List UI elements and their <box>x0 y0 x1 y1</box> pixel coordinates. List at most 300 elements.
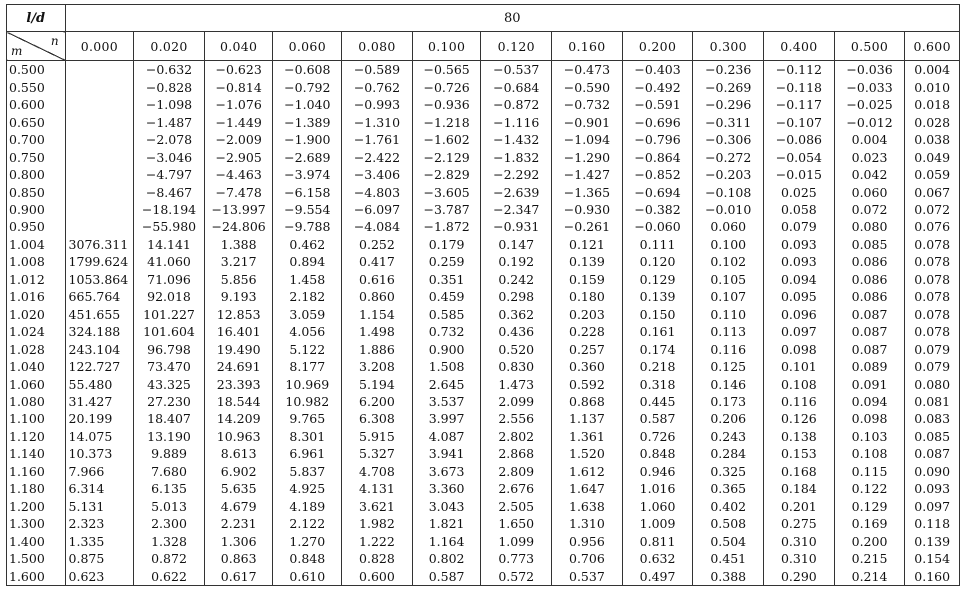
table-cell: 8.613 <box>204 445 273 462</box>
table-cell: 3076.311 <box>65 236 134 253</box>
table-cell: 0.773 <box>481 550 552 567</box>
table-cell: 0.108 <box>834 445 905 462</box>
table-row <box>7 201 960 218</box>
table-cell: 0.093 <box>764 236 835 253</box>
table-cell: −0.269 <box>693 79 764 96</box>
table-cell: 0.042 <box>834 166 905 183</box>
table-cell: 0.537 <box>552 567 623 585</box>
table-cell: 1.335 <box>65 532 134 549</box>
table-cell: −0.696 <box>622 114 693 131</box>
table-cell: −3.974 <box>273 166 342 183</box>
table-cell: 0.116 <box>693 340 764 357</box>
table-cell <box>65 166 134 183</box>
table-cell: 8.177 <box>273 358 342 375</box>
table-cell: 0.129 <box>622 271 693 288</box>
table-cell: 0.078 <box>905 253 960 270</box>
table-cell: −0.589 <box>342 61 413 79</box>
table-cell: 0.875 <box>65 550 134 567</box>
table-cell: −18.194 <box>134 201 205 218</box>
column-header-n: 0.300 <box>693 32 764 61</box>
table-cell: 0.078 <box>905 323 960 340</box>
table-cell: 0.259 <box>412 253 481 270</box>
table-cell: 0.203 <box>552 306 623 323</box>
table-cell: −0.796 <box>622 131 693 148</box>
table-cell: −1.365 <box>552 183 623 200</box>
table-cell: 0.146 <box>693 375 764 392</box>
table-row <box>7 306 960 323</box>
table-cell: 0.147 <box>481 236 552 253</box>
table-cell: 0.059 <box>905 166 960 183</box>
table-cell: 24.691 <box>204 358 273 375</box>
table-cell: 0.497 <box>622 567 693 585</box>
table-cell: 6.961 <box>273 445 342 462</box>
table-cell: −0.311 <box>693 114 764 131</box>
table-cell: 0.159 <box>552 271 623 288</box>
table-cell: 324.188 <box>65 323 134 340</box>
row-label-m: 1.020 <box>7 306 66 323</box>
table-cell: −2.905 <box>204 148 273 165</box>
table-cell: −8.467 <box>134 183 205 200</box>
table-cell: 0.617 <box>204 567 273 585</box>
table-cell: 0.180 <box>552 288 623 305</box>
table-cell: 0.200 <box>834 532 905 549</box>
table-cell: 0.811 <box>622 532 693 549</box>
table-cell: −0.086 <box>764 131 835 148</box>
column-header-n: 0.080 <box>342 32 413 61</box>
table-cell: −0.272 <box>693 148 764 165</box>
table-cell: 0.726 <box>622 428 693 445</box>
table-row <box>7 79 960 96</box>
table-cell: −4.803 <box>342 183 413 200</box>
column-header-n: 0.100 <box>412 32 481 61</box>
table-cell: 0.830 <box>481 358 552 375</box>
table-row <box>7 96 960 113</box>
table-cell: 0.101 <box>764 358 835 375</box>
table-cell: −0.726 <box>412 79 481 96</box>
table-cell: 0.184 <box>764 480 835 497</box>
table-cell: −0.732 <box>552 96 623 113</box>
table-row <box>7 498 960 515</box>
table-cell: 5.837 <box>273 463 342 480</box>
table-cell: 0.360 <box>552 358 623 375</box>
table-cell: 0.004 <box>834 131 905 148</box>
table-cell: 1.982 <box>342 515 413 532</box>
table-cell: 3.941 <box>412 445 481 462</box>
table-cell: 0.038 <box>905 131 960 148</box>
table-cell <box>65 96 134 113</box>
table-cell: 0.111 <box>622 236 693 253</box>
table-row <box>7 218 960 235</box>
table-cell: 0.121 <box>552 236 623 253</box>
row-label-m: 0.600 <box>7 96 66 113</box>
table-row <box>7 375 960 392</box>
table-cell: −1.487 <box>134 114 205 131</box>
table-cell: 1.270 <box>273 532 342 549</box>
table-cell: 0.087 <box>834 323 905 340</box>
table-cell <box>65 61 134 79</box>
table-cell: 3.059 <box>273 306 342 323</box>
table-cell: 13.190 <box>134 428 205 445</box>
table-cell: 0.160 <box>905 567 960 585</box>
table-cell: 0.097 <box>764 323 835 340</box>
table-cell: −2.129 <box>412 148 481 165</box>
table-row <box>7 114 960 131</box>
table-cell: 4.056 <box>273 323 342 340</box>
table-cell: −0.015 <box>764 166 835 183</box>
table-cell: 0.365 <box>693 480 764 497</box>
table-cell: −2.689 <box>273 148 342 165</box>
table-cell: 0.010 <box>905 79 960 96</box>
table-cell: 0.087 <box>834 306 905 323</box>
table-cell: −3.046 <box>134 148 205 165</box>
table-cell: 10.373 <box>65 445 134 462</box>
table-cell: 12.853 <box>204 306 273 323</box>
table-cell: −2.422 <box>342 148 413 165</box>
table-cell: 0.218 <box>622 358 693 375</box>
table-cell: 0.086 <box>834 271 905 288</box>
table-cell: −0.382 <box>622 201 693 218</box>
table-cell: 0.174 <box>622 340 693 357</box>
table-cell: −0.684 <box>481 79 552 96</box>
table-row <box>7 61 960 79</box>
column-header-n: 0.200 <box>622 32 693 61</box>
table-cell: −2.829 <box>412 166 481 183</box>
table-cell: 0.118 <box>905 515 960 532</box>
table-cell: 1.612 <box>552 463 623 480</box>
row-label-m: 1.040 <box>7 358 66 375</box>
ld-value: 80 <box>65 5 959 32</box>
table-cell: −0.901 <box>552 114 623 131</box>
table-cell: 0.091 <box>834 375 905 392</box>
table-row <box>7 166 960 183</box>
table-cell: 1.458 <box>273 271 342 288</box>
table-cell: −0.107 <box>764 114 835 131</box>
table-cell: 6.200 <box>342 393 413 410</box>
table-cell: 0.298 <box>481 288 552 305</box>
table-cell: 0.126 <box>764 410 835 427</box>
table-cell: −0.591 <box>622 96 693 113</box>
table-cell: 122.727 <box>65 358 134 375</box>
table-cell: −0.537 <box>481 61 552 79</box>
table-row <box>7 183 960 200</box>
header-row-n <box>7 32 960 61</box>
table-cell: 0.095 <box>764 288 835 305</box>
table-cell: 0.242 <box>481 271 552 288</box>
table-cell: 43.325 <box>134 375 205 392</box>
table-cell: 0.572 <box>481 567 552 585</box>
table-cell: 0.078 <box>905 288 960 305</box>
row-label-m: 1.008 <box>7 253 66 270</box>
n-label: n <box>50 34 59 48</box>
row-label-m: 1.600 <box>7 567 66 585</box>
table-cell: 18.544 <box>204 393 273 410</box>
table-cell: 0.058 <box>764 201 835 218</box>
table-row <box>7 515 960 532</box>
row-label-m: 1.060 <box>7 375 66 392</box>
row-label-m: 1.400 <box>7 532 66 549</box>
table-cell: 0.417 <box>342 253 413 270</box>
table-cell: 9.765 <box>273 410 342 427</box>
table-cell: −13.997 <box>204 201 273 218</box>
column-header-n: 0.160 <box>552 32 623 61</box>
table-cell: −0.694 <box>622 183 693 200</box>
table-row <box>7 148 960 165</box>
table-cell: 0.086 <box>834 288 905 305</box>
table-cell: 0.445 <box>622 393 693 410</box>
ld-label: l/d <box>7 5 66 32</box>
table-row <box>7 480 960 497</box>
table-cell: −7.478 <box>204 183 273 200</box>
table-cell: −0.033 <box>834 79 905 96</box>
column-header-n: 0.020 <box>134 32 205 61</box>
table-cell: 0.089 <box>834 358 905 375</box>
table-cell: 0.018 <box>905 96 960 113</box>
table-cell: 2.182 <box>273 288 342 305</box>
row-label-m: 1.080 <box>7 393 66 410</box>
table-cell: 0.139 <box>905 532 960 549</box>
table-cell: 0.080 <box>834 218 905 235</box>
header-row-ld <box>7 5 960 32</box>
table-cell: 23.393 <box>204 375 273 392</box>
table-cell: 4.189 <box>273 498 342 515</box>
table-cell: 1.222 <box>342 532 413 549</box>
table-cell: 2.676 <box>481 480 552 497</box>
table-cell: −0.492 <box>622 79 693 96</box>
table-cell: 0.616 <box>342 271 413 288</box>
table-cell: 0.623 <box>65 567 134 585</box>
table-cell: 0.085 <box>834 236 905 253</box>
table-cell: −9.554 <box>273 201 342 218</box>
table-cell: 0.115 <box>834 463 905 480</box>
row-label-m: 0.550 <box>7 79 66 96</box>
table-cell: 0.802 <box>412 550 481 567</box>
table-cell: 0.600 <box>342 567 413 585</box>
row-label-m: 1.004 <box>7 236 66 253</box>
table-cell: 5.915 <box>342 428 413 445</box>
table-cell: 1.164 <box>412 532 481 549</box>
table-cell: 0.290 <box>764 567 835 585</box>
table-cell: 6.902 <box>204 463 273 480</box>
table-cell: 0.139 <box>552 253 623 270</box>
table-cell: 0.098 <box>764 340 835 357</box>
table-cell: 0.585 <box>412 306 481 323</box>
table-cell: 0.096 <box>764 306 835 323</box>
table-cell: −1.098 <box>134 96 205 113</box>
table-cell: 0.083 <box>905 410 960 427</box>
table-cell: −1.290 <box>552 148 623 165</box>
table-cell: 2.323 <box>65 515 134 532</box>
table-body <box>7 61 960 586</box>
table-cell <box>65 201 134 218</box>
table-cell: 0.097 <box>905 498 960 515</box>
table-cell: 0.622 <box>134 567 205 585</box>
table-cell: 0.150 <box>622 306 693 323</box>
table-cell: −2.639 <box>481 183 552 200</box>
table-cell: 0.087 <box>905 445 960 462</box>
table-cell: 0.587 <box>622 410 693 427</box>
table-row <box>7 445 960 462</box>
table-cell: 2.802 <box>481 428 552 445</box>
table-cell: 0.105 <box>693 271 764 288</box>
table-cell: 1.650 <box>481 515 552 532</box>
table-cell <box>65 148 134 165</box>
table-cell: 1.154 <box>342 306 413 323</box>
table-cell: 2.231 <box>204 515 273 532</box>
table-cell: 4.925 <box>273 480 342 497</box>
table-cell: 0.587 <box>412 567 481 585</box>
table-row <box>7 532 960 549</box>
table-cell: 0.592 <box>552 375 623 392</box>
table-cell: 10.969 <box>273 375 342 392</box>
column-header-n: 0.500 <box>834 32 905 61</box>
table-cell: 0.139 <box>622 288 693 305</box>
table-cell: 0.154 <box>905 550 960 567</box>
table-cell: 0.108 <box>764 375 835 392</box>
table-cell: 0.868 <box>552 393 623 410</box>
table-cell: −1.094 <box>552 131 623 148</box>
table-cell: 0.078 <box>905 306 960 323</box>
table-cell: 0.894 <box>273 253 342 270</box>
table-row <box>7 131 960 148</box>
table-cell: −0.565 <box>412 61 481 79</box>
table-cell: −0.296 <box>693 96 764 113</box>
table-cell <box>65 131 134 148</box>
table-cell: 0.956 <box>552 532 623 549</box>
table-cell: 0.459 <box>412 288 481 305</box>
table-cell: 1.388 <box>204 236 273 253</box>
table-cell: −0.203 <box>693 166 764 183</box>
table-cell: 0.085 <box>905 428 960 445</box>
table-cell: 4.708 <box>342 463 413 480</box>
table-cell: 5.194 <box>342 375 413 392</box>
table-cell: 4.679 <box>204 498 273 515</box>
table-cell: −0.036 <box>834 61 905 79</box>
column-header-n: 0.600 <box>905 32 960 61</box>
row-label-m: 0.900 <box>7 201 66 218</box>
table-cell: 55.480 <box>65 375 134 392</box>
table-cell: 14.075 <box>65 428 134 445</box>
table-cell: 0.060 <box>834 183 905 200</box>
table-cell: 0.120 <box>622 253 693 270</box>
table-cell: 0.023 <box>834 148 905 165</box>
table-cell: 0.081 <box>905 393 960 410</box>
table-cell: 0.025 <box>764 183 835 200</box>
row-label-m: 1.028 <box>7 340 66 357</box>
table-cell: 0.107 <box>693 288 764 305</box>
table-cell: −1.040 <box>273 96 342 113</box>
table-cell: 0.520 <box>481 340 552 357</box>
table-row <box>7 340 960 357</box>
table-cell: 0.214 <box>834 567 905 585</box>
column-header-n: 0.040 <box>204 32 273 61</box>
table-cell: 2.556 <box>481 410 552 427</box>
table-cell: 5.131 <box>65 498 134 515</box>
table-cell: −0.118 <box>764 79 835 96</box>
row-label-m: 0.950 <box>7 218 66 235</box>
table-cell: 0.257 <box>552 340 623 357</box>
table-cell: 1.310 <box>552 515 623 532</box>
table-cell: 0.090 <box>905 463 960 480</box>
row-label-m: 1.180 <box>7 480 66 497</box>
table-cell: 0.228 <box>552 323 623 340</box>
table-cell: 9.193 <box>204 288 273 305</box>
table-row <box>7 410 960 427</box>
table-cell: −1.872 <box>412 218 481 235</box>
table-cell: 5.327 <box>342 445 413 462</box>
table-cell: 0.860 <box>342 288 413 305</box>
table-cell: −0.261 <box>552 218 623 235</box>
table-cell: 1.306 <box>204 532 273 549</box>
table-row <box>7 567 960 585</box>
table-cell: −6.158 <box>273 183 342 200</box>
table-cell: 0.028 <box>905 114 960 131</box>
column-header-n: 0.000 <box>65 32 134 61</box>
table-cell: 92.018 <box>134 288 205 305</box>
table-cell: 4.131 <box>342 480 413 497</box>
row-label-m: 1.200 <box>7 498 66 515</box>
table-cell <box>65 79 134 96</box>
table-cell: 0.049 <box>905 148 960 165</box>
table-cell: 10.963 <box>204 428 273 445</box>
table-cell: −3.406 <box>342 166 413 183</box>
table-cell: 0.388 <box>693 567 764 585</box>
table-cell: 0.206 <box>693 410 764 427</box>
table-cell: 6.135 <box>134 480 205 497</box>
table-cell: −0.025 <box>834 96 905 113</box>
table-cell: 0.086 <box>834 253 905 270</box>
table-cell: 1.328 <box>134 532 205 549</box>
table-cell: 0.402 <box>693 498 764 515</box>
table-cell: 0.732 <box>412 323 481 340</box>
table-cell: 1.821 <box>412 515 481 532</box>
table-cell: 451.655 <box>65 306 134 323</box>
table-cell: −1.602 <box>412 131 481 148</box>
table-cell: 0.504 <box>693 532 764 549</box>
table-cell: −4.084 <box>342 218 413 235</box>
table-cell: −55.980 <box>134 218 205 235</box>
table-cell: 2.809 <box>481 463 552 480</box>
table-cell: −9.788 <box>273 218 342 235</box>
table-cell: 0.192 <box>481 253 552 270</box>
table-cell <box>65 218 134 235</box>
table-cell: 0.252 <box>342 236 413 253</box>
column-header-n: 0.400 <box>764 32 835 61</box>
row-label-m: 0.700 <box>7 131 66 148</box>
table-cell: 1.099 <box>481 532 552 549</box>
table-cell: −6.097 <box>342 201 413 218</box>
table-cell: 10.982 <box>273 393 342 410</box>
table-cell: 0.093 <box>764 253 835 270</box>
table-cell: 20.199 <box>65 410 134 427</box>
table-cell: 5.635 <box>204 480 273 497</box>
table-cell: 1799.624 <box>65 253 134 270</box>
table-cell: 0.284 <box>693 445 764 462</box>
table-cell: 0.093 <box>905 480 960 497</box>
table-cell: 0.215 <box>834 550 905 567</box>
table-cell: 1.016 <box>622 480 693 497</box>
table-cell: −0.010 <box>693 201 764 218</box>
table-cell: 8.301 <box>273 428 342 445</box>
table-cell: 0.351 <box>412 271 481 288</box>
table-cell: 0.125 <box>693 358 764 375</box>
table-cell: 1.498 <box>342 323 413 340</box>
table-cell: 0.310 <box>764 550 835 567</box>
table-cell: −0.931 <box>481 218 552 235</box>
table-cell: 1.009 <box>622 515 693 532</box>
table-cell: 31.427 <box>65 393 134 410</box>
table-cell: 101.604 <box>134 323 205 340</box>
table-cell: 0.900 <box>412 340 481 357</box>
